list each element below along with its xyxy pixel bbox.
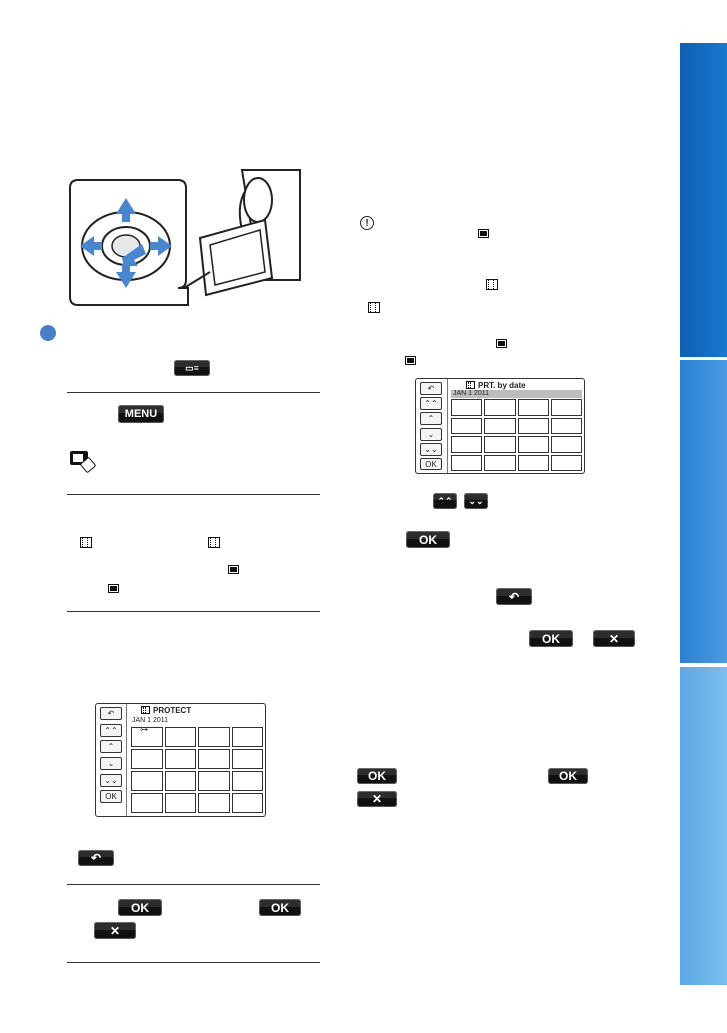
ok-button[interactable]: OK bbox=[357, 768, 397, 784]
cancel-button[interactable]: ✕ bbox=[593, 630, 635, 647]
movie-icon bbox=[141, 706, 150, 714]
thumbnail[interactable] bbox=[232, 771, 264, 791]
thumbnail[interactable] bbox=[232, 727, 264, 747]
thumbnail-grid bbox=[450, 398, 583, 472]
thumbnail[interactable] bbox=[131, 793, 163, 813]
ok-button[interactable]: OK bbox=[406, 531, 450, 548]
thumbnail[interactable] bbox=[484, 399, 515, 416]
screen-title: PRT. by date bbox=[478, 381, 526, 390]
back-icon[interactable]: ↶ bbox=[420, 382, 442, 395]
thumbnail[interactable] bbox=[518, 418, 549, 435]
screen-title: PROTECT bbox=[153, 706, 192, 715]
thumbnail[interactable] bbox=[551, 455, 582, 472]
thumbnail[interactable] bbox=[165, 771, 197, 791]
touch-icon bbox=[70, 451, 94, 471]
page-up-icon[interactable]: ⌃⌃ bbox=[420, 397, 442, 410]
movie-icon bbox=[368, 302, 380, 313]
back-button[interactable]: ↶ bbox=[496, 588, 532, 605]
thumbnail[interactable] bbox=[232, 749, 264, 769]
thumbnail-grid bbox=[130, 726, 264, 814]
divider bbox=[67, 884, 320, 885]
nav-tab-useful[interactable] bbox=[680, 360, 727, 663]
back-icon[interactable]: ↶ bbox=[100, 707, 122, 720]
movie-icon bbox=[80, 537, 92, 548]
thumbnail[interactable] bbox=[165, 749, 197, 769]
thumbnail[interactable] bbox=[518, 436, 549, 453]
camera-control-illustration bbox=[60, 160, 320, 310]
thumbnail[interactable] bbox=[551, 418, 582, 435]
caution-icon: ! bbox=[360, 216, 374, 230]
protect-key-icon: ⊶ bbox=[140, 725, 148, 734]
ok-icon[interactable]: OK bbox=[420, 458, 442, 470]
photo-icon bbox=[405, 356, 416, 365]
thumbnail[interactable] bbox=[232, 793, 264, 813]
thumbnail[interactable] bbox=[165, 727, 197, 747]
down-icon[interactable]: ⌄ bbox=[100, 757, 122, 770]
thumbnail[interactable] bbox=[198, 727, 230, 747]
thumbnail[interactable] bbox=[198, 793, 230, 813]
thumbnail[interactable] bbox=[551, 399, 582, 416]
thumbnail[interactable] bbox=[451, 418, 482, 435]
menu-button[interactable]: MENU bbox=[118, 405, 164, 423]
thumbnail[interactable] bbox=[484, 418, 515, 435]
movie-icon bbox=[486, 279, 498, 290]
nav-tab-index[interactable] bbox=[680, 667, 727, 985]
divider bbox=[67, 494, 320, 495]
page-up-button[interactable]: ⌃⌃ bbox=[433, 493, 457, 509]
thumbnail[interactable] bbox=[451, 436, 482, 453]
step-marker-icon bbox=[40, 325, 56, 341]
cancel-button[interactable]: ✕ bbox=[94, 922, 136, 939]
up-icon[interactable]: ⌃ bbox=[420, 412, 442, 425]
ok-button[interactable]: OK bbox=[548, 768, 588, 784]
thumbnail[interactable] bbox=[518, 455, 549, 472]
thumbnail[interactable] bbox=[484, 455, 515, 472]
page-down-icon[interactable]: ⌄⌄ bbox=[420, 443, 442, 456]
photo-icon bbox=[478, 229, 489, 238]
movie-icon bbox=[466, 381, 475, 389]
divider bbox=[67, 611, 320, 612]
home-menu-button[interactable]: ▭≡ bbox=[174, 360, 210, 376]
back-button[interactable]: ↶ bbox=[78, 850, 114, 866]
thumbnail[interactable] bbox=[451, 399, 482, 416]
screen-date: JAN 1 2011 bbox=[132, 717, 169, 724]
page-down-icon[interactable]: ⌄⌄ bbox=[100, 774, 122, 787]
page-up-icon[interactable]: ⌃⌃ bbox=[100, 724, 122, 737]
photo-icon bbox=[496, 339, 507, 348]
cancel-button[interactable]: ✕ bbox=[357, 791, 397, 807]
thumbnail[interactable] bbox=[518, 399, 549, 416]
thumbnail[interactable] bbox=[131, 771, 163, 791]
page-down-button[interactable]: ⌄⌄ bbox=[464, 493, 488, 509]
movie-icon bbox=[208, 537, 220, 548]
thumbnail[interactable] bbox=[165, 793, 197, 813]
thumbnail[interactable] bbox=[198, 749, 230, 769]
print-by-date-screen bbox=[415, 378, 585, 474]
screen-sidebar bbox=[416, 379, 448, 473]
thumbnail[interactable] bbox=[198, 771, 230, 791]
thumbnail[interactable] bbox=[551, 436, 582, 453]
divider bbox=[67, 962, 320, 963]
thumbnail[interactable] bbox=[131, 749, 163, 769]
thumbnail[interactable] bbox=[484, 436, 515, 453]
ok-button[interactable]: OK bbox=[259, 899, 301, 916]
nav-tab-contents[interactable] bbox=[680, 43, 727, 357]
screen-sidebar bbox=[96, 704, 127, 816]
thumbnail[interactable] bbox=[131, 727, 163, 747]
screen-date: JAN 1 2011 bbox=[453, 390, 490, 397]
ok-icon[interactable]: OK bbox=[100, 790, 122, 803]
photo-icon bbox=[228, 565, 239, 574]
photo-icon bbox=[108, 584, 119, 593]
ok-button[interactable]: OK bbox=[529, 630, 573, 647]
up-icon[interactable]: ⌃ bbox=[100, 740, 122, 753]
down-icon[interactable]: ⌄ bbox=[420, 428, 442, 441]
thumbnail[interactable] bbox=[451, 455, 482, 472]
ok-button[interactable]: OK bbox=[118, 899, 162, 916]
divider bbox=[67, 392, 320, 393]
protect-screen bbox=[95, 703, 266, 817]
